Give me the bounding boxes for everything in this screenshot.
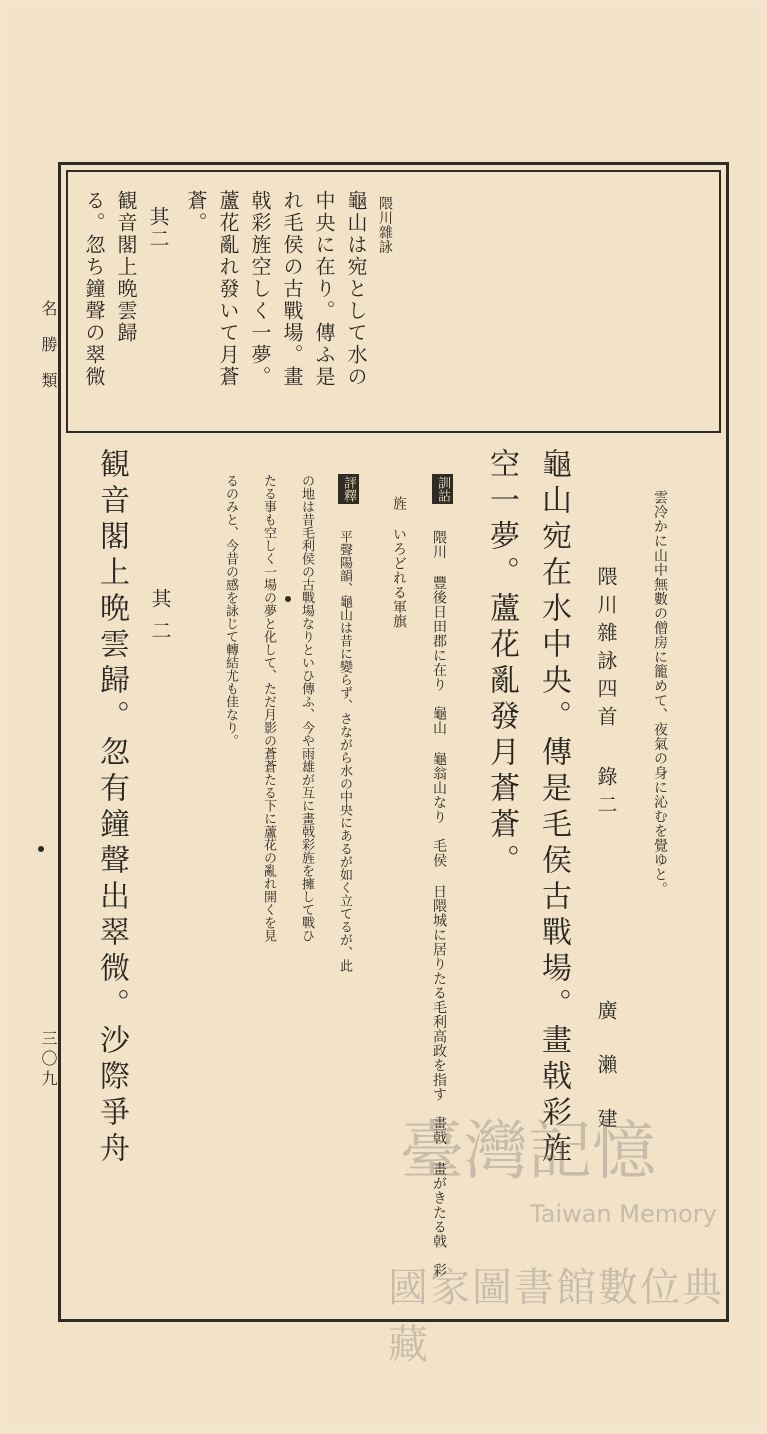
section-title: 名勝類 bbox=[39, 300, 58, 408]
gloss-line-1: 隈川 豐後日田郡に在り 龜山 龜翁山なり 毛侯 日隈城に居りたる毛利高政を指す 畫戟 畫がきたる戟 彩 bbox=[431, 530, 447, 1278]
gloss-line-2: 旌 いろどれる軍旗 bbox=[391, 496, 407, 629]
watermark-subtitle: 國家圖書館數位典藏 bbox=[388, 1265, 724, 1368]
verse-line-2: 空一夢。蘆花亂發月蒼蒼。 bbox=[484, 448, 519, 880]
comment-line-2: の地は昔毛利侯の古戰場なりといひ傳ふ、今や雨雄が互に畫戟彩旌を擁して戰ひ bbox=[299, 474, 314, 942]
poem2-title: 其二 bbox=[148, 588, 172, 652]
top-poem1-title: 隈川雜詠 bbox=[377, 196, 393, 254]
top-poem1-line: 戟彩旌空しく一夢。 bbox=[248, 190, 272, 388]
top-poem1-line: 蘆花亂れ發いて月蒼 bbox=[216, 190, 240, 388]
gloss-block bbox=[432, 474, 453, 504]
comment-line-4: るのみと、今昔の感を詠じて轉結尤も佳なり。 bbox=[223, 474, 238, 747]
top-poem1-line: 中央に在り。傳ふ是 bbox=[312, 190, 336, 388]
top-poem1-line: 蒼。 bbox=[184, 190, 208, 234]
watermark-english: Taiwan Memory bbox=[530, 1200, 717, 1228]
top-poem1-line: 龜山は宛として水の bbox=[344, 190, 368, 388]
top-poem2-title: 其二 bbox=[146, 206, 170, 250]
poem-title: 隈川雜詠四首 錄二 bbox=[594, 566, 618, 822]
poem-author: 廣瀨建 bbox=[594, 1000, 618, 1162]
watermark-title: 臺灣記憶 bbox=[400, 1115, 656, 1189]
comment-line-3: たる事も空しく一場の夢と化して、ただ月影の蒼蒼たる下に蘆花の亂れ開くを見 bbox=[261, 474, 276, 942]
top-poem2-line: 観音閣上晩雲歸 bbox=[114, 190, 138, 344]
comment-block bbox=[338, 474, 359, 504]
verse-line-1: 龜山宛在水中央。傳是毛侯古戰場。畫戟彩旌 bbox=[536, 448, 571, 1168]
page-number: 三〇九 bbox=[39, 1030, 58, 1090]
top-poem2-line: る。忽ち鐘聲の翠微 bbox=[82, 190, 106, 388]
comment-line-1: 平聲陽韻、龜山は昔に變らず、さながら水の中央にあるが如く立てるが、此 bbox=[337, 530, 352, 972]
ink-dot bbox=[285, 596, 291, 602]
top-poem1-line: れ毛侯の古戰場。畫 bbox=[280, 190, 304, 388]
gloss-label: 訓詁 bbox=[432, 474, 453, 504]
poem2-verse: 観音閣上晩雲歸。忽有鐘聲出翠微。沙際爭舟 bbox=[94, 448, 129, 1168]
right-note: 雲冷かに山中無數の僧房に籠めて、夜氣の身に沁むを覺ゆと。 bbox=[652, 490, 668, 896]
comment-label: 評釋 bbox=[338, 474, 359, 504]
ink-dot bbox=[38, 846, 44, 852]
